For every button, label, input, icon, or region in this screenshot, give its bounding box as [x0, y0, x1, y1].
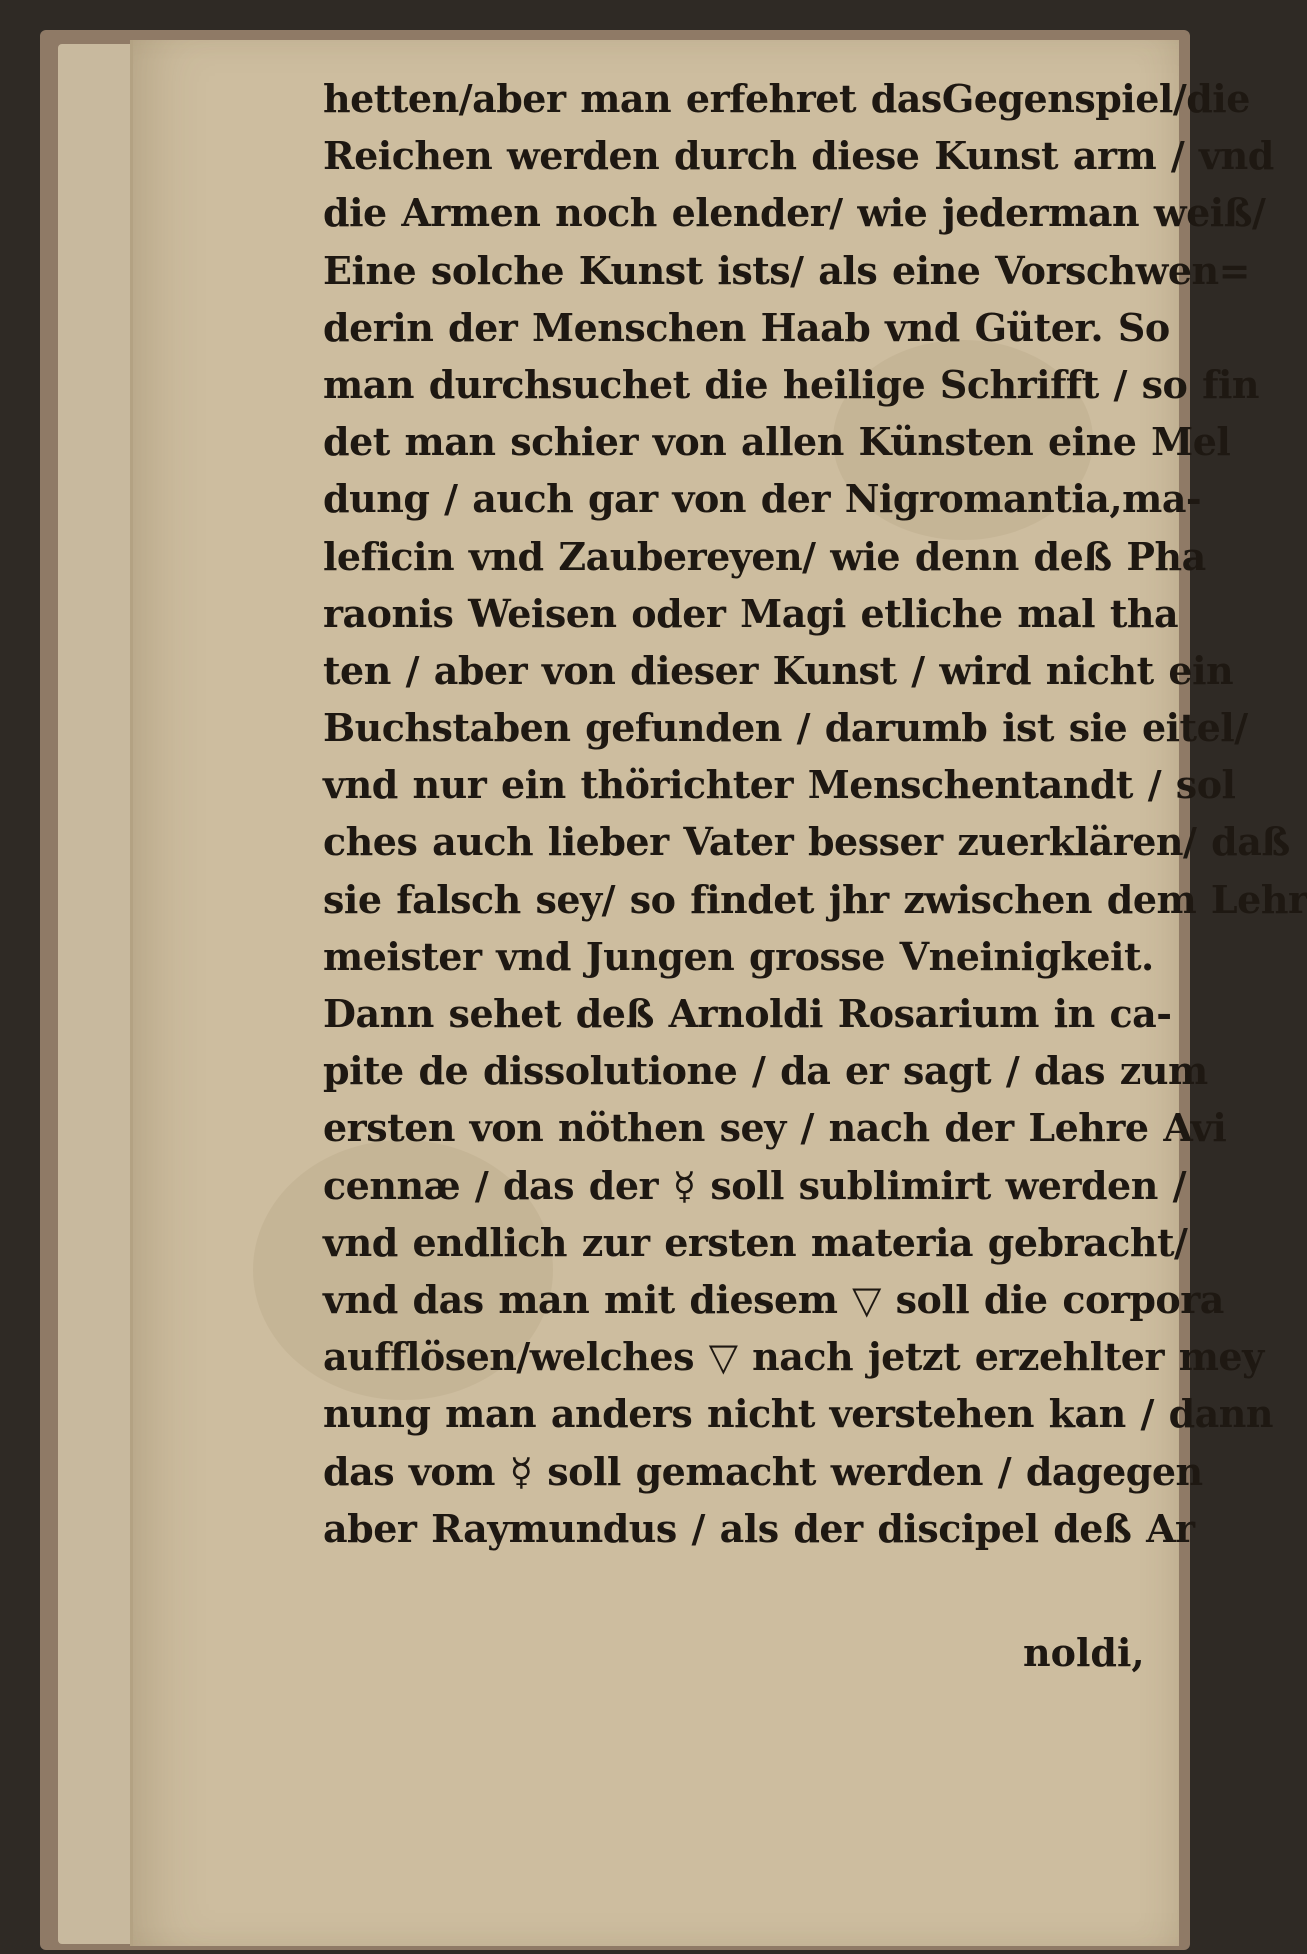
text-line: raonis Weisen oder Magi etliche mal tha: [323, 590, 1179, 636]
text-line: Eine solche Kunst ists/ als eine Vorschwen=: [323, 247, 1250, 293]
text-line: vnd nur ein thörichter Menschentandt / sol: [323, 762, 1236, 808]
text-line: sie falsch sey/ so findet jhr zwischen dem Lehr: [323, 876, 1307, 922]
text-line: nung man anders nicht verstehen kan / dann: [323, 1391, 1274, 1437]
page-text: [323, 70, 1307, 1557]
text-line: aber Raymundus / als der discipel deß Ar: [323, 1505, 1195, 1551]
text-line: ersten von nöthen sey / nach der Lehre Avi: [323, 1105, 1227, 1151]
text-line: ten / aber von dieser Kunst / wird nicht ein: [323, 647, 1234, 693]
text-line: dung / auch gar von der Nigromantia,ma-: [323, 476, 1202, 522]
text-line: die Armen noch elender/ wie jederman weiß/: [323, 190, 1266, 236]
text-line: leficin vnd Zaubereyen/ wie denn deß Pha: [323, 533, 1206, 579]
text-line: aufflösen/welches ▽ nach jetzt erzehlter mey: [323, 1334, 1264, 1380]
text-line: ches auch lieber Vater besser zuerklären/ daß: [323, 819, 1290, 865]
text-line: Reichen werden durch diese Kunst arm / vnd: [323, 133, 1274, 179]
text-line: pite de dissolutione / da er sagt / das zum: [323, 1048, 1208, 1094]
text-line: meister vnd Jungen grosse Vneinigkeit.: [323, 933, 1154, 979]
text-line: vnd endlich zur ersten materia gebracht/: [323, 1219, 1188, 1265]
text-line: derin der Menschen Haab vnd Güter. So: [323, 304, 1170, 350]
text-line: Buchstaben gefunden / darumb ist sie eitel/: [323, 705, 1248, 751]
book-page: [130, 40, 1307, 1946]
text-line: det man schier von allen Künsten eine Mel: [323, 419, 1231, 465]
catchword: noldi,: [1023, 1630, 1145, 1675]
text-line: das vom ☿ soll gemacht werden / dagegen: [323, 1448, 1203, 1494]
text-line: cennæ / das der ☿ soll sublimirt werden /: [323, 1162, 1186, 1208]
text-line: Dann sehet deß Arnoldi Rosarium in ca-: [323, 991, 1172, 1036]
text-line: man durchsuchet die heilige Schrifft / so fin: [323, 361, 1260, 407]
text-line: vnd das man mit diesem ▽ soll die corpora: [323, 1276, 1224, 1322]
text-line: hetten/aber man erfehret dasGegenspiel/die: [323, 76, 1250, 121]
